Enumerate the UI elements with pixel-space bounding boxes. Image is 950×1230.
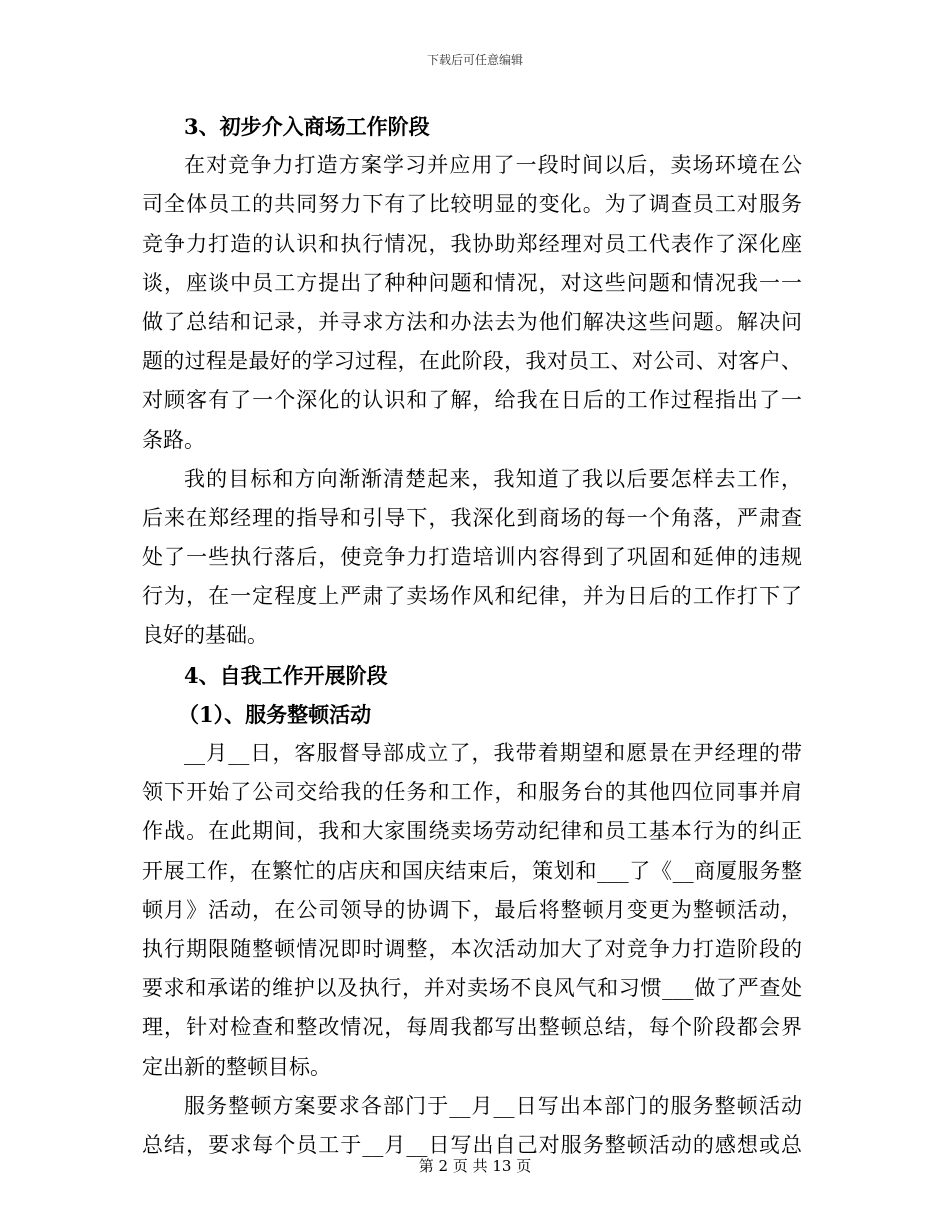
paragraph-line: __月__日，客服督导部成立了，我带着期望和愿景在尹经理的带 — [184, 741, 802, 765]
page-header: 下载后可任意编辑 — [426, 53, 523, 67]
paragraph-line: 题的过程是最好的学习过程，在此阶段，我对员工、对公司、对客户、 — [142, 349, 802, 374]
paragraph-line: 我的目标和方向渐渐清楚起来，我知道了我以后要怎样去工作， — [184, 466, 802, 491]
paragraph-line: 服务整顿方案要求各部门于__月__日写出本部门的服务整顿活动 — [184, 1093, 802, 1118]
page-number: 第 2 页 共 13 页 — [418, 1157, 532, 1175]
paragraph-line: 对顾客有了一个深化的认识和了解，给我在日后的工作过程指出了一 — [142, 388, 802, 413]
section-heading-3: 3、初步介入商场工作阶段 — [184, 114, 430, 139]
paragraph-line: 开展工作，在繁忙的店庆和国庆结束后，策划和___了《__商厦服务整 — [142, 858, 802, 883]
paragraph-line: 总结，要求每个员工于__月__日写出自己对服务整顿活动的感想或总 — [142, 1132, 802, 1157]
paragraph-line: 要求和承诺的维护以及执行，并对卖场不良风气和习惯___做了严查处 — [142, 976, 802, 1001]
paragraph-line: 竞争力打造的认识和执行情况，我协助郑经理对员工代表作了深化座 — [142, 231, 802, 256]
paragraph-line: 顿月》活动，在公司领导的协调下，最后将整顿月变更为整顿活动， — [142, 897, 802, 922]
paragraph-line: 定出新的整顿目标。 — [142, 1054, 331, 1079]
paragraph-line: 处了一些执行落后，使竞争力打造培训内容得到了巩固和延伸的违规 — [142, 545, 802, 570]
paragraph-line: 在对竞争力打造方案学习并应用了一段时间以后，卖场环境在公 — [184, 153, 802, 178]
paragraph-line: 作战。在此期间，我和大家围绕卖场劳动纪律和员工基本行为的纠正 — [142, 819, 802, 844]
paragraph-line: 谈，座谈中员工方提出了种种问题和情况，对这些问题和情况我一一 — [142, 270, 802, 295]
paragraph-line: 良好的基础。 — [142, 623, 268, 648]
paragraph-line: 领下开始了公司交给我的任务和工作，和服务台的其他四位同事并肩 — [142, 780, 802, 805]
document-body — [142, 107, 802, 1165]
paragraph-line: 执行期限随整顿情况即时调整，本次活动加大了对竞争力打造阶段的 — [142, 936, 802, 961]
paragraph-line: 条路。 — [142, 427, 205, 452]
paragraph-line: 行为，在一定程度上严肃了卖场作风和纪律，并为日后的工作打下了 — [142, 584, 802, 609]
paragraph-line: 后来在郑经理的指导和引导下，我深化到商场的每一个角落，严肃查 — [142, 505, 802, 530]
section-heading-4: 4、自我工作开展阶段 — [184, 662, 388, 688]
paragraph-line: 做了总结和记录，并寻求方法和办法去为他们解决这些问题。解决问 — [142, 309, 802, 334]
paragraph-line: 理，针对检查和整改情况，每周我都写出整顿总结，每个阶段都会界 — [142, 1015, 802, 1040]
paragraph-line: 司全体员工的共同努力下有了比较明显的变化。为了调查员工对服务 — [142, 192, 802, 217]
subsection-heading-1: （1）、服务整顿活动 — [178, 701, 372, 727]
